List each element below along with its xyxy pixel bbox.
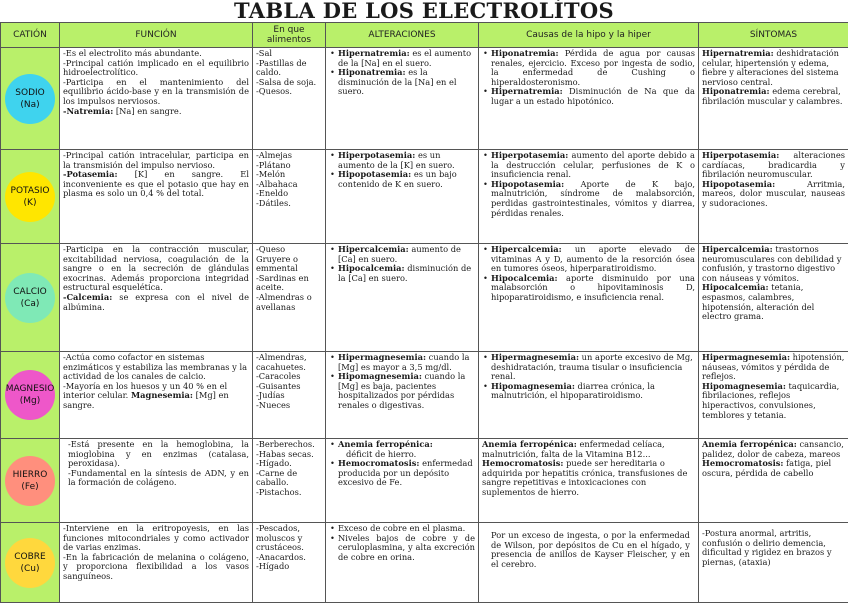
electrolytes-table xyxy=(0,22,848,603)
term-text: trastornos neuromusculares con debilidad y confusión, y trastorno digestivo con náuseas y vómitos. xyxy=(702,244,841,283)
causas-cell xyxy=(479,48,699,150)
list-item xyxy=(338,170,475,189)
term-label: -Potasemia: xyxy=(63,169,118,179)
funcion-line: -Principal catión implicado en el equilibrio hidroelectrolítico. xyxy=(63,59,249,78)
term-label: Hipocalcemia: xyxy=(338,263,405,273)
term-text: -Mayoría en los huesos y un 40 % en el interior celular. xyxy=(63,381,227,401)
term-label: Hiperpotasemia: xyxy=(338,150,415,160)
sintomas-cell xyxy=(699,244,848,352)
term-label: Hiponatremia: xyxy=(338,67,406,77)
term-text: deshidratación celular, hipertensión y edema, fiebre y alteraciones del sistema nervioso central. xyxy=(702,48,839,87)
row-hierro xyxy=(1,439,848,523)
term-text: diarrea crónica, la malnutrición, el hipoparatiroidismo. xyxy=(491,381,655,401)
term-label: Hiperpotasemia: xyxy=(702,150,779,160)
term-label: -Natremia: xyxy=(63,106,113,116)
list-item: • Exceso de cobre en el plasma. xyxy=(338,524,475,534)
alimentos-cell: -Berberechos. -Habas secas. -Hígado. -Carne de caballo. -Pistachos. xyxy=(253,439,326,523)
term-text: fatiga, piel oscura, pérdida de cabello xyxy=(702,458,831,478)
list-item xyxy=(491,49,695,87)
alteraciones-cell xyxy=(326,48,479,150)
term-label: Hipopotasemia: xyxy=(338,169,411,179)
funcion-cell xyxy=(60,48,253,150)
cation-cell-hierro xyxy=(1,439,60,523)
term-text: es un aumento de la [K] en suero. xyxy=(338,150,455,170)
list-item xyxy=(491,151,695,180)
list-item xyxy=(338,372,475,410)
term-text: taquicardia, fibrilaciones, reflejos hiperactivos, convulsiones, temblores y tetania. xyxy=(702,381,839,420)
sintoma-line xyxy=(702,440,845,459)
term-label: Anemia ferropénica: xyxy=(482,439,577,449)
term-label: Hipercalcemia: xyxy=(491,244,562,254)
header-causas: Causas de la hipo y la hiper xyxy=(479,23,699,48)
funcion-line: -Interviene en la eritropoyesis, en las funciones mitocondriales y como activador de varias enzimas. xyxy=(63,524,249,553)
term-text: hipotensión, náuseas, vómitos y pérdida de reflejos. xyxy=(702,352,844,381)
alimentos-cell: -Queso Gruyere o emmental -Sardinas en aceite. -Almendras o avellanas xyxy=(253,244,326,352)
header-cation: CATIÓN xyxy=(1,23,60,48)
term-text: puede ser hereditaria o adquirida por hepatitis crónica, transfusiones de sangre repetitivas e intoxicaciones con suplementos de hierro. xyxy=(482,458,687,497)
alteraciones-cell xyxy=(326,150,479,244)
term-text: enfermedad celíaca, malnutrición, falta de la Vitamina B12... xyxy=(482,439,665,459)
term-label: Hiponatremia: xyxy=(491,48,559,58)
list-item: • Niveles bajos de cobre y de ceruloplasmina, y alta excreción de cobre en orina. xyxy=(338,534,475,563)
term-label: Hipercalcemia: xyxy=(338,244,409,254)
header-sintomas: SÍNTOMAS xyxy=(699,23,848,48)
term-label: -Calcemia: xyxy=(63,292,112,302)
term-text: enfermedad producida por un depósito excesivo de Fe. xyxy=(338,458,473,487)
term-label: Hipomagnesemia: xyxy=(491,381,575,391)
cation-symbol: (Na) xyxy=(20,99,39,111)
causa-line xyxy=(482,440,695,459)
causas-cell xyxy=(479,439,699,523)
term-label: Hipomagnesemia: xyxy=(338,371,422,381)
cation-symbol: (Fe) xyxy=(21,481,38,493)
cation-name: HIERRO xyxy=(13,469,48,481)
alimentos-cell: -Almendras, cacahuetes. -Caracoles -Guisantes -Judías -Nueces xyxy=(253,352,326,439)
funcion-line: -Actúa como cofactor en sistemas enzimáticos y estabiliza las membranas y la actividad de los canales de calcio. xyxy=(63,353,249,382)
term-text: es la disminución de la [Na] en el suero. xyxy=(338,67,457,96)
list-item xyxy=(338,264,475,283)
list-item xyxy=(491,180,695,218)
cation-cell-magnesio xyxy=(1,352,60,439)
term-text: es el aumento de la [Na] en el suero. xyxy=(338,48,471,68)
causas-cell xyxy=(479,352,699,439)
header-alimentos: En que alimentos xyxy=(253,23,326,48)
funcion-line xyxy=(63,382,249,411)
cation-symbol: (Ca) xyxy=(21,298,40,310)
term-text: es un bajo contenido de K en suero. xyxy=(338,169,457,189)
row-potasio xyxy=(1,150,848,244)
sintoma-line xyxy=(702,245,845,283)
term-label: Hemocromatosis: xyxy=(338,458,419,468)
cation-name: MAGNESIO xyxy=(6,383,55,395)
funcion-line: -Es el electrolito más abundante. xyxy=(63,49,249,59)
funcion-line: -Participa en la contracción muscular, excitabilidad nerviosa, coagulación de la sangre o en la secreción de glándulas exocrinas. Además proporciona integridad estructural esquelética. xyxy=(63,245,249,293)
list-item xyxy=(491,353,695,382)
term-text: se expresa con el nivel de albúmina. xyxy=(63,292,249,312)
sintomas-cell xyxy=(699,150,848,244)
term-text: [Na] en sangre. xyxy=(113,106,181,116)
alimentos-cell: -Almejas -Plátano -Melón -Albahaca -Eneldo -Dátiles. xyxy=(253,150,326,244)
cation-name: CALCIO xyxy=(13,286,46,298)
funcion-cell xyxy=(60,523,253,603)
funcion-cell xyxy=(60,244,253,352)
cation-badge-calcio xyxy=(5,273,55,323)
cation-symbol: (Mg) xyxy=(20,395,41,407)
funcion-line: -En la fabricación de melanina o colágeno, y proporciona flexibilidad a los vasos sanguíneos. xyxy=(63,553,249,582)
term-text: cuando la [Mg] es baja, pacientes hospitalizados por pérdidas renales o digestivas. xyxy=(338,371,465,410)
term-label: Hipercalcemia: xyxy=(702,244,773,254)
sintoma-line xyxy=(702,353,845,382)
cation-name: POTASIO xyxy=(11,185,50,197)
sintoma-line xyxy=(702,382,845,420)
sintomas-cell xyxy=(699,523,848,603)
term-text: alteraciones cardíacas, bradicardia y fibrilación neuromuscular. xyxy=(702,150,845,179)
funcion-line: -Fundamental en la síntesis de ADN, y en la formación de colágeno. xyxy=(68,469,249,488)
sintomas-cell xyxy=(699,352,848,439)
funcion-line: -Participa en el mantenimiento del equilibrio ácido-base y en la transmisión de los impulsos nerviosos. xyxy=(63,78,249,107)
cation-cell-cobre xyxy=(1,523,60,603)
header-alteraciones: ALTERACIONES xyxy=(326,23,479,48)
term-label: Hipocalcemia: xyxy=(702,282,769,292)
term-text: cuando la [Mg] es mayor a 3,5 mg/dl. xyxy=(338,352,470,372)
term-text: Arritmia, mareos, dolor muscular, nauseas y sudoraciones. xyxy=(702,179,845,208)
funcion-cell xyxy=(60,439,253,523)
funcion-line: -Está presente en la hemoglobina, la mioglobina y en enzimas (catalasa, peroxidasa). xyxy=(68,440,249,469)
term-label: Hiponatremia: xyxy=(702,86,770,96)
term-text: aporte disminuido por una malabsorción o hipovitaminosis D, hipoparatiroidismo, e insuficiencia renal. xyxy=(491,273,695,302)
cation-cell-potasio xyxy=(1,150,60,244)
term-text: Aporte de K bajo, malnutrición, síndrome de malabsorción, perdidas gastrointestinales, vómitos y diarrea, pérdidas renales. xyxy=(491,179,695,218)
term-label: Hipocalcemia: xyxy=(491,273,558,283)
causas-cell xyxy=(479,523,699,603)
term-label: Hipernatremia: xyxy=(491,86,563,96)
cation-badge-hierro xyxy=(5,456,55,506)
header-row xyxy=(1,23,848,48)
list-item xyxy=(491,274,695,303)
list-item xyxy=(338,151,475,170)
term-text: edema cerebral, fibrilación muscular y calambres. xyxy=(702,86,842,106)
term-text: tetania, espasmos, calambres, hipotensión, alteración del electro grama. xyxy=(702,282,814,321)
cation-badge-magnesio xyxy=(5,370,55,420)
list-item xyxy=(338,49,475,68)
term-text: aumento de [Ca] en suero. xyxy=(338,244,461,264)
funcion-line xyxy=(63,170,249,199)
sintoma-line xyxy=(702,459,845,478)
list-item xyxy=(491,382,695,401)
term-text: cansancio, palidez, dolor de cabeza, mareos xyxy=(702,439,844,459)
row-sodio xyxy=(1,48,848,150)
sintoma-line xyxy=(702,283,845,321)
term-text: un aporte elevado de vitaminas A y D, aumento de la resorción ósea en tumores óseos, hiperparatiroidismo. xyxy=(491,244,695,273)
alteraciones-cell xyxy=(326,352,479,439)
causa-line xyxy=(482,459,695,497)
row-cobre xyxy=(1,523,848,603)
term-label: Hemocromatosis: xyxy=(482,458,563,468)
cation-badge-potasio xyxy=(5,172,55,222)
cation-cell-sodio xyxy=(1,48,60,150)
term-text: [K] en sangre. El inconveniente es que el potasio que hay en plasma es solo un 0,4 % del total. xyxy=(63,169,249,198)
causas-cell xyxy=(479,244,699,352)
term-label: Hemocromatosis: xyxy=(702,458,783,468)
alteraciones-cell xyxy=(326,523,479,603)
alimentos-cell: -Pescados, moluscos y crustáceos. -Anacardos. -Hígado xyxy=(253,523,326,603)
funcion-line: -Principal catión intracelular, participa en la transmisión del impulso nervioso. xyxy=(63,151,249,170)
term-label: Hipermagnesemia: xyxy=(702,352,790,362)
list-item xyxy=(491,87,695,106)
list-item xyxy=(338,245,475,264)
funcion-line xyxy=(63,107,249,117)
causas-cell xyxy=(479,150,699,244)
cation-name: SODIO xyxy=(15,87,44,99)
sintoma-line xyxy=(702,49,845,87)
cation-cell-calcio xyxy=(1,244,60,352)
term-label: Hipermagnesemia: xyxy=(491,352,579,362)
sintomas-cell xyxy=(699,48,848,150)
sintoma-line xyxy=(702,180,845,209)
term-label: Hipernatremia: xyxy=(338,48,410,58)
cation-symbol: (Cu) xyxy=(20,563,39,575)
list-item xyxy=(338,68,475,97)
term-text: [Mg] en sangre. xyxy=(63,390,229,410)
sintoma-line xyxy=(702,151,845,180)
cation-badge-cobre xyxy=(5,538,55,588)
page-title: TABLA DE LOS ELECTROLÍTOS xyxy=(0,0,848,22)
term-label: Hipopotasemia: xyxy=(491,179,564,189)
term-text: aumento del aporte debido a la destrucción celular, perfusiones de K o insuficiencia renal. xyxy=(491,150,695,179)
term-label: Anemia ferropénica: xyxy=(702,439,797,449)
cation-symbol: (K) xyxy=(24,197,37,209)
row-magnesio xyxy=(1,352,848,439)
alteraciones-cell xyxy=(326,439,479,523)
header-funcion: FUNCIÓN xyxy=(60,23,253,48)
causa-line: Por un exceso de ingesta, o por la enfermedad de Wilson, por depósitos de Cu en el hígado, y presencia de anillos de Kayser Fleischer, y en el cerebro. xyxy=(491,531,690,569)
term-label: Hipernatremia: xyxy=(702,48,774,58)
term-label: Hipomagnesemia: xyxy=(702,381,786,391)
alteraciones-cell xyxy=(326,244,479,352)
funcion-line xyxy=(63,293,249,312)
alimentos-cell: -Sal -Pastillas de caldo. -Salsa de soja. -Quesos. xyxy=(253,48,326,150)
cation-name: COBRE xyxy=(14,551,45,563)
term-label: Magnesemia: xyxy=(131,390,193,400)
term-label: Hipermagnesemia: xyxy=(338,352,426,362)
term-label: Hipopotasemia: xyxy=(702,179,775,189)
term-label: Anemia ferropénica: xyxy=(338,439,433,449)
term-text: Pérdida de agua por causas renales, ejercicio. Exceso por ingesta de sodio, la enfermedad de Cushing o hiperaldosteronismo. xyxy=(491,48,695,87)
term-label: Hiperpotasemia: xyxy=(491,150,568,160)
term-text: disminución de la [Ca] en suero. xyxy=(338,263,471,283)
list-item xyxy=(491,245,695,274)
row-calcio xyxy=(1,244,848,352)
funcion-cell xyxy=(60,352,253,439)
sintomas-cell xyxy=(699,439,848,523)
list-item xyxy=(338,459,475,488)
cation-badge-sodio xyxy=(5,74,55,124)
term-text: Disminución de Na que da lugar a un estado hipotónico. xyxy=(491,86,695,106)
list-item xyxy=(338,353,475,372)
sintoma-line xyxy=(702,87,845,106)
list-item xyxy=(338,440,475,459)
funcion-cell xyxy=(60,150,253,244)
term-text: déficit de hierro. xyxy=(338,449,416,459)
term-text: un aporte excesivo de Mg, deshidratación, trauma tisular o insuficiencia renal. xyxy=(491,352,693,381)
sintoma-line: -Postura anormal, artritis, confusión o delirio demencia, dificultad y rigidez en brazos y piernas, (ataxia) xyxy=(702,529,845,567)
